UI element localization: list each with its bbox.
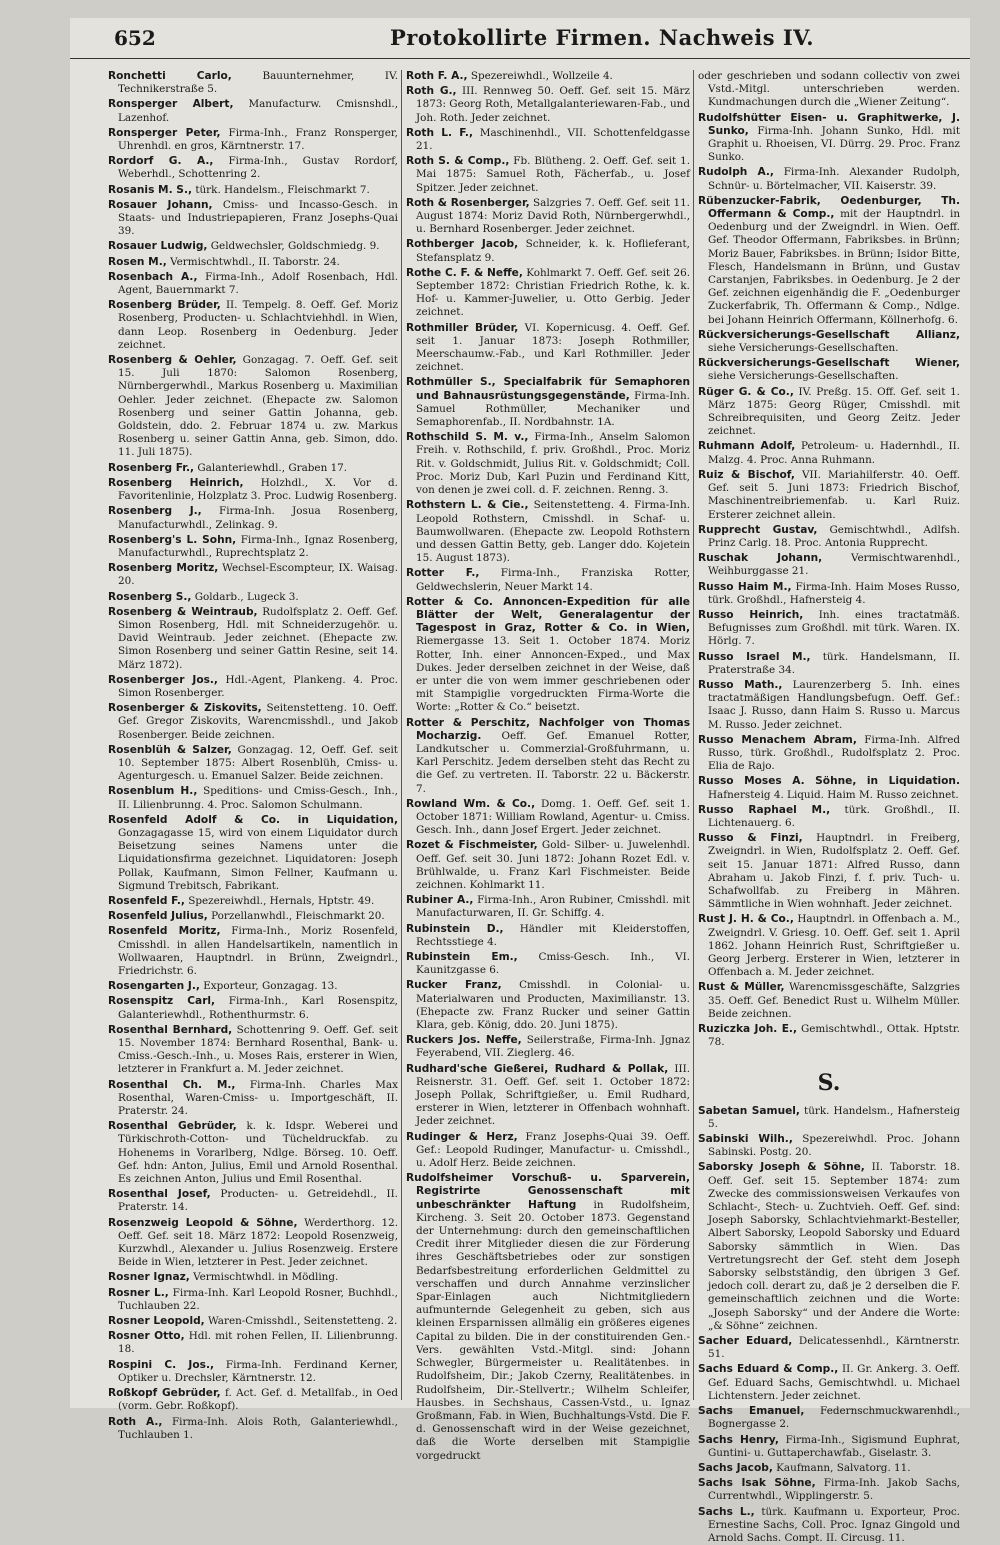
- firm-details: Firma-Inh. Johann Sunko, Hdl. mit Graphit u. Rhoeisen, VI. Dürrg. 29. Proc. Franz Sunko.: [708, 124, 960, 164]
- directory-entry: [406, 1131, 690, 1171]
- firm-name: Ruziczka Joh. E.,: [698, 1023, 797, 1036]
- firm-details: IV. Preßg. 15. Off. Gef. seit 1. März 1875: Georg Rüger, Cmisshdl. mit Schreibrequisiten, und Georg Zeitz. Jeder zeichnet.: [708, 385, 960, 438]
- column-divider: [693, 70, 694, 1400]
- firm-details: Exporteur, Gonzagag. 13.: [203, 980, 338, 993]
- directory-entry: [108, 70, 398, 96]
- firm-name: Rubinstein D.,: [406, 922, 504, 935]
- directory-entry: [406, 267, 690, 320]
- directory-entry: [406, 894, 690, 920]
- firm-name: Rosenthal Bernhard,: [108, 1023, 233, 1036]
- column-divider: [401, 70, 402, 1400]
- firm-details: Spezereiwhdl., Wollzeile 4.: [470, 70, 613, 82]
- firm-details: Firma-Inh. Josua Rosenberg, Manufacturwhdl., Zelinkag. 9.: [118, 505, 398, 531]
- directory-entry: [108, 184, 398, 197]
- directory-entry: [698, 440, 960, 466]
- firm-details: Firma-Inh. Charles Max Rosenthal, Waren-Cmiss- u. Importgeschäft, II. Praterstr. 24.: [118, 1078, 398, 1118]
- firm-details: Vermischtwhdl., II. Taborstr. 24.: [170, 255, 340, 268]
- firm-name: Rosenberger Jos.,: [108, 673, 218, 686]
- directory-entry: [108, 785, 398, 811]
- firm-details: Geldwechsler, Goldschmiedg. 9.: [210, 240, 380, 253]
- firm-name: Roth F. A.,: [406, 70, 468, 82]
- directory-entry: [698, 195, 960, 327]
- firm-details: Hauptndrl. in Offenbach a. M., Zweigndrl. V. Griesg. 10. Oeff. Gef. seit 1. April 1862. Johann Heinrich Rust, Schriftgießer u. Georg Jerberg. Ersterer in Wien, letzterer in Offenbach a. M. Jeder zeichnet.: [708, 913, 960, 979]
- firm-details: Kaufmann, Salvatorg. 11.: [776, 1461, 911, 1474]
- firm-name: Rosner Ignaz,: [108, 1271, 190, 1284]
- directory-entry: [108, 1120, 398, 1186]
- directory-entry: [108, 895, 398, 908]
- directory-entry: [698, 1462, 960, 1475]
- firm-details: Firma-Inh. Alfred Russo, türk. Großhdl., Rudolfsplatz 2. Proc. Elia de Rajo.: [708, 733, 960, 773]
- firm-details: Firma-Inh. Alexander Rudolph, Schnür- u. Börtelmacher, VII. Kaiserstr. 39.: [708, 166, 960, 192]
- firm-details: Firma-Inh., Franziska Rotter, Geldwechslerin, Neuer Markt 14.: [416, 567, 691, 593]
- firm-details: Seitenstetteng. 10. Oeff. Gef. Gregor Ziskovits, Warencmisshdl., und Jakob Rosenberger. Beide zeichnen.: [118, 702, 398, 741]
- directory-entry: [406, 923, 690, 949]
- firm-name: Saborsky Joseph & Söhne,: [698, 1161, 865, 1174]
- directory-entry: [698, 357, 960, 383]
- firm-name: Sachs Henry,: [698, 1433, 779, 1446]
- directory-entry: [108, 925, 398, 978]
- firm-name: Rosenfeld Julius,: [108, 910, 208, 923]
- firm-details: Delicatessenhdl., Kärntnerstr. 51.: [708, 1335, 960, 1361]
- firm-name: Ruschak Johann,: [698, 552, 823, 565]
- firm-details: II. Tempelg. 8. Oeff. Gef. Moriz Rosenberg, Producten- u. Schlachtviehhdl. in Wien, dann Leop. Rosenberg in Oedenburg. Jeder zeichnet.: [118, 299, 398, 351]
- directory-entry: [108, 1079, 398, 1119]
- directory-entry: [698, 386, 960, 439]
- firm-details: Firma-Inh., Ignaz Rosenberg, Manufacturwhdl., Ruprechtsplatz 2.: [118, 533, 398, 559]
- directory-entry: [698, 70, 960, 110]
- firm-details: Spezereiwhdl. Proc. Johann Sabinski. Postg. 20.: [708, 1133, 960, 1159]
- firm-name: Sacher Eduard,: [698, 1335, 793, 1348]
- firm-details: Warencmissgeschäfte, Salzgries 35. Oeff. Gef. Benedict Rust u. Wilhelm Müller. Beide zeichnen.: [708, 981, 960, 1020]
- firm-name: Sachs L.,: [698, 1505, 755, 1518]
- firm-name: Rosenbach A.,: [108, 270, 198, 283]
- firm-name: Ruhmann Adolf,: [698, 440, 796, 453]
- directory-entry: [698, 1363, 960, 1403]
- firm-details: Firma-Inh. Karl Leopold Rosner, Buchhdl., Tuchlauben 22.: [118, 1286, 398, 1312]
- directory-entry: [108, 127, 398, 153]
- directory-entry: [108, 995, 398, 1021]
- directory-page: [70, 18, 970, 1544]
- directory-entry: [108, 980, 398, 993]
- firm-details: Goldarb., Lugeck 3.: [194, 590, 299, 603]
- directory-entry: [698, 1105, 960, 1131]
- directory-entry: [108, 1287, 398, 1313]
- firm-name: Rosenberg Moritz,: [108, 562, 219, 575]
- firm-name: Rosenberg Brüder,: [108, 299, 221, 312]
- directory-entry: [698, 1405, 960, 1431]
- firm-name: Rothmüller S., Specialfabrik für Semaphoren und Bahnausrüstungsgegenstände,: [406, 376, 690, 402]
- directory-entry: [698, 1023, 960, 1049]
- directory-entry: [406, 717, 690, 796]
- directory-entry: [698, 609, 960, 649]
- firm-details: siehe Versicherungs-Gesellschaften.: [708, 370, 899, 383]
- page-number: 652: [114, 26, 156, 50]
- directory-entry: [108, 744, 398, 784]
- firm-details: Gemischtwhdl., Ottak. Hptstr. 78.: [708, 1023, 960, 1049]
- firm-name: Rosner Otto,: [108, 1330, 185, 1343]
- directory-entry: [108, 354, 398, 460]
- directory-entry: [108, 1387, 398, 1413]
- firm-name: Sachs Eduard & Comp.,: [698, 1363, 839, 1376]
- directory-entry: [108, 462, 398, 475]
- directory-entry: [108, 1315, 398, 1328]
- firm-details: Porzellanwhdl., Fleischmarkt 20.: [211, 910, 385, 923]
- firm-name: Rosenspitz Carl,: [108, 995, 216, 1008]
- firm-details: Schneider, k. k. Hoflieferant, Stefansplatz 9.: [416, 238, 690, 264]
- firm-details: siehe Versicherungs-Gesellschaften.: [708, 342, 899, 355]
- firm-details: k. k. Idspr. Weberei und Türkischroth-Cotton- und Tücheldruckfab. zu Hohenems in Vorarlberg, Ndlge. Börseg. 10. Oeff. Gef. hdn: Anton, Julius, Emil und Arnold Rosenthal. Es zeichnen Anton, Julius und Emil Rosenthal.: [118, 1120, 398, 1186]
- firm-name: Rotter F.,: [406, 567, 480, 580]
- directory-entry: [108, 1271, 398, 1284]
- directory-entry: [108, 98, 398, 124]
- firm-name: Rudinger & Herz,: [406, 1130, 518, 1143]
- firm-name: Russo Raphael M.,: [698, 803, 831, 816]
- firm-name: Russo Haim M.,: [698, 580, 792, 593]
- directory-entry: [406, 596, 690, 715]
- firm-details: oder geschrieben und sodann collectiv von zwei Vstd.-Mitgl. unterschrieben werden. Kundmachungen durch die „Wiener Zeitung“.: [698, 70, 960, 109]
- firm-name: Rudolph A.,: [698, 166, 774, 179]
- firm-name: Rotter & Co. Annoncen-Expedition für alle Blätter der Welt, Generalagentur der Tagespost in Graz, Rotter & Co. in Wien,: [406, 595, 690, 635]
- firm-name: Ronsperger Albert,: [108, 98, 234, 111]
- directory-entry: [108, 1330, 398, 1356]
- directory-entry: [406, 798, 690, 838]
- firm-name: Roßkopf Gebrüder,: [108, 1387, 221, 1400]
- firm-details: Oeff. Gef. Emanuel Rotter, Landkutscher u. Commerzial-Großfuhrmann, u. Karl Perschitz. Jedem derselben steht das Recht zu die Gef. zu vertreten. II. Taborstr. 22 u. Bäckerstr. 7.: [416, 729, 690, 795]
- directory-entry: [698, 804, 960, 830]
- firm-details: Firma-Inh. Jakob Sachs, Currentwhdl., Wipplingerstr. 5.: [708, 1477, 960, 1503]
- firm-details: Gemischtwhdl., Adlfsh. Prinz Carlg. 18. Proc. Antonia Rupprecht.: [708, 523, 960, 549]
- firm-details: Seilerstraße, Firma-Inh. Jgnaz Feyerabend, VII. Zieglerg. 46.: [416, 1034, 690, 1060]
- directory-entry: [698, 524, 960, 550]
- firm-name: Rothschild S. M. v.,: [406, 431, 529, 444]
- section-letter: S.: [817, 1070, 841, 1097]
- firm-details: Firma-Inh., Gustav Rordorf, Weberhdl., Schottenring 2.: [118, 155, 398, 181]
- firm-details: Vermischtwhdl. in Mödling.: [193, 1271, 339, 1284]
- firm-name: Roth & Rosenberger,: [406, 196, 530, 209]
- directory-entry: [108, 1359, 398, 1385]
- firm-details: Spezereiwhdl., Hernals, Hptstr. 49.: [188, 894, 375, 907]
- firm-name: Rübenzucker-Fabrik, Oedenburger, Th. Offermann & Comp.,: [698, 194, 960, 221]
- directory-entry: [698, 913, 960, 979]
- firm-name: Rosenthal Ch. M.,: [108, 1078, 236, 1091]
- firm-name: Rozet & Fischmeister,: [406, 839, 538, 852]
- firm-name: Rust & Müller,: [698, 981, 785, 994]
- firm-details: Firma-Inh., Karl Rosenspitz, Galanteriewhdl., Rothenthurmstr. 6.: [118, 995, 398, 1021]
- firm-details: VI. Kopernicusg. 4. Oeff. Gef. seit 1. Januar 1873: Joseph Rothmiller, Meerschaumw.-Fab., und Karl Rothmiller. Jeder zeichnet.: [416, 321, 690, 374]
- directory-entry: [406, 322, 690, 375]
- firm-details: Fb. Blütheng. 2. Oeff. Gef. seit 1. Mai 1875: Samuel Roth, Fächerfab., u. Josef Spitzer. Jeder zeichnet.: [416, 155, 690, 194]
- firm-details: türk. Großhdl., II. Lichtenauerg. 6.: [708, 803, 960, 829]
- firm-name: Roth A.,: [108, 1415, 163, 1428]
- firm-details: Firma-Inh. Samuel Rothmüller, Mechaniker und Semaphorenfab., II. Nordbahnstr. 1A.: [416, 389, 690, 429]
- directory-entry: [108, 199, 398, 239]
- directory-entry: [698, 581, 960, 607]
- directory-entry: [108, 702, 398, 742]
- directory-entry: [406, 567, 690, 593]
- firm-name: Rordorf G. A.,: [108, 155, 214, 168]
- firm-name: Rosauer Johann,: [108, 198, 213, 211]
- firm-details: Inh. eines tractatmäß. Befugnisses zum Großhdl. mit türk. Waren. IX. Hörlg. 7.: [708, 608, 960, 648]
- firm-details: Seitenstetteng. 4. Firma-Inh. Leopold Rothstern, Cmisshdl. in Schaf- u. Baumwollwaren. (Ehepacte zw. Leopold Rothstern und dessen Gattin Betty, geb. Langer ddo. Kojetein 15. August 1873).: [416, 499, 690, 565]
- firm-name: Rupprecht Gustav,: [698, 523, 818, 536]
- firm-details: Hdl.-Agent, Plankeng. 4. Proc. Simon Rosenberger.: [118, 673, 398, 699]
- firm-details: III. Reisnerstr. 31. Oeff. Gef. seit 1. October 1872: Joseph Pollak, Schriftgießer, u. Emil Rudhard, ersterer in Wien, letzterer in Offenbach wohnhaft. Jeder zeichnet.: [416, 1062, 690, 1128]
- directory-entry: [698, 1161, 960, 1333]
- firm-name: Rotter & Perschitz, Nachfolger von Thomas Mocharzig.: [406, 716, 690, 742]
- firm-name: Rosenblüh & Salzer,: [108, 743, 232, 756]
- directory-entry: [698, 1133, 960, 1159]
- firm-name: Ruiz & Bischof,: [698, 468, 795, 481]
- firm-details: Producten- u. Getreidehdl., II. Praterstr. 14.: [118, 1188, 398, 1214]
- directory-entry: [698, 552, 960, 578]
- directory-entry: [108, 1188, 398, 1214]
- directory-entry: [698, 775, 960, 801]
- firm-name: Rosenfeld Adolf & Co. in Liquidation,: [108, 813, 398, 826]
- firm-name: Rowland Wm. & Co.,: [406, 797, 536, 810]
- firm-name: Rothmiller Brüder,: [406, 321, 519, 334]
- firm-details: Laurenzerberg 5. Inh. eines tractatmäßigen Handlungsbefugn. Oeff. Gef.: Isaac J. Russo, dann Haim S. Russo u. Marcus M. Russo. Jeder zeichnet.: [708, 678, 960, 731]
- firm-name: Rüger G. & Co.,: [698, 385, 794, 398]
- firm-details: Gonzagagasse 15, wird von einem Liquidator durch Beisetzung seines Namens unter die Liquidationsfirma gezeichnet. Liquidatoren: Joseph Pollak, Kaufmann, Simon Fellner, Kaufmann u. Sigmund Trebitsch, Fabrikant.: [118, 826, 398, 892]
- firm-details: Manufacturw. Cmisnshdl., Lazenhof.: [118, 98, 398, 124]
- firm-name: Roth S. & Comp.,: [406, 155, 510, 168]
- right-column-s-entries: [698, 1105, 960, 1545]
- firm-details: Riemergasse 13. Seit 1. October 1874. Moriz Rotter, Inh. einer Annoncen-Exped., und Max Dukes. Jeder derselben zeichnet in der Weise, daß er unter die von wem immer geschriebenen oder mit Stampiglie vorgedruckten Firma-Worte die Worte: „Rotter & Co.“ beisetzt.: [416, 635, 690, 714]
- directory-entry: [108, 562, 398, 588]
- firm-details: Schottenring 9. Oeff. Gef. seit 15. November 1874: Bernhard Rosenthal, Bank- u. Cmiss.-Gesch.-Inh., u. Moses Rais, ersterer in Wien, letzterer in Frankfurt a. M. Jeder zeichnet.: [118, 1023, 398, 1076]
- firm-details: Hdl. mit rohen Fellen, II. Lilienbrunng. 18.: [118, 1330, 398, 1356]
- firm-name: Russo Heinrich,: [698, 608, 804, 621]
- firm-details: Hauptndrl. in Freiberg, Zweigndrl. in Wien, Rudolfsplatz 2. Oeff. Gef. seit 15. Januar 1871: Alfred Russo, dann Abraham u. Jakob Finzi, f. f. priv. Tuch- u. Schafwollfab. zu Freiberg in Mähren. Sämmtliche in Wien wohnhaft. Jeder zeichnet.: [708, 832, 960, 911]
- firm-name: Russo Moses A. Söhne, in Liquidation.: [698, 775, 960, 788]
- firm-name: Russo Israel M.,: [698, 650, 811, 663]
- directory-entry: [108, 674, 398, 700]
- firm-name: Rubinstein Em.,: [406, 951, 518, 963]
- firm-name: Sachs Emanuel,: [698, 1405, 805, 1418]
- firm-details: Gonzagag. 7. Oeff. Gef. seit 15. Juli 1870: Salomon Rosenberg, Nürnbergerwhdl., Markus Rosenberg u. Maximilian Oehler. Jeder zeichnet. (Ehepacte zw. Salomon Rosenberg und seiner Gattin Johanna, geb. Goldstein, ddo. 2. Februar 1874 u. zw. Markus Rosenberg u. seiner Gattin Anna, geb. Simon, ddo. 11. Juli 1875).: [118, 354, 398, 459]
- directory-entry: [698, 166, 960, 192]
- directory-entry: [406, 1063, 690, 1129]
- right-column-r-entries: [698, 70, 960, 1049]
- firm-name: Rosenblum H.,: [108, 785, 198, 798]
- firm-name: Rosner Leopold,: [108, 1315, 205, 1328]
- firm-name: Roth L. F.,: [406, 126, 473, 139]
- firm-name: Rospini C. Jos.,: [108, 1358, 214, 1371]
- firm-details: Galanteriewhdl., Graben 17.: [197, 461, 348, 474]
- firm-details: türk. Kaufmann u. Exporteur, Proc. Ernestine Sachs, Coll. Proc. Ignaz Gingold und Arnold Sachs. Compt. II. Circusg. 11.: [708, 1505, 960, 1544]
- firm-details: Firma-Inh. Alois Roth, Galanteriewhdl., Tuchlauben 1.: [118, 1415, 398, 1441]
- firm-details: Waren-Cmisshdl., Seitenstetteng. 2.: [208, 1315, 398, 1328]
- firm-details: Werderthorg. 12. Oeff. Gef. seit 18. März 1872: Leopold Rosenzweig, Kurzwhdl., Alexander u. Julius Rosenzweig. Erstere Beide in Wien, letzterer in Pest. Jeder zeichnet.: [118, 1216, 398, 1269]
- firm-details: Vermischtwarenhdl., Weihburggasse 21.: [708, 552, 960, 578]
- directory-entry: [108, 814, 398, 893]
- firm-name: Rucker Franz,: [406, 979, 502, 992]
- directory-entry: [108, 606, 398, 672]
- firm-name: Rosanis M. S.,: [108, 183, 192, 196]
- firm-details: türk. Handelsm., Hafnersteig 5.: [708, 1104, 960, 1130]
- directory-entry: [698, 651, 960, 677]
- directory-entry: [406, 238, 690, 264]
- directory-entry: [108, 299, 398, 352]
- firm-details: Domg. 1. Oeff. Gef. seit 1. October 1871: William Rowland, Agentur- u. Cmiss. Gesch. Inh., dann Josef Ergert. Jeder zeichnet.: [416, 797, 690, 837]
- firm-details: III. Rennweg 50. Oeff. Gef. seit 15. März 1873: Georg Roth, Metallgalanteriewaren-Fab., und Joh. Roth. Jeder zeichnet.: [416, 85, 690, 124]
- directory-entry: [406, 1172, 690, 1462]
- directory-entry: [108, 1217, 398, 1270]
- firm-details: Wechsel-Escompteur, IX. Waisag. 20.: [118, 562, 398, 588]
- firm-name: Rust J. H. & Co.,: [698, 913, 794, 926]
- firm-name: Rosner L.,: [108, 1286, 169, 1299]
- firm-name: Rosenfeld Moritz,: [108, 925, 221, 938]
- firm-name: Rosenthal Josef,: [108, 1188, 211, 1201]
- directory-entry: [108, 477, 398, 503]
- firm-details: Holzhdl., X. Vor d. Favoritenlinie, Holzplatz 3. Proc. Ludwig Rosenberg.: [118, 476, 398, 503]
- firm-details: Bauunternehmer, IV. Technikerstraße 5.: [118, 70, 398, 96]
- firm-details: Petroleum- u. Hadernhdl., II. Malzg. 4. Proc. Anna Ruhmann.: [708, 440, 960, 466]
- firm-name: Rosenberg S.,: [108, 590, 192, 603]
- firm-name: Rosenfeld F.,: [108, 894, 185, 907]
- firm-name: Russo & Finzi,: [698, 832, 803, 845]
- firm-details: VII. Mariahilferstr. 40. Oeff. Gef. seit 5. Juni 1873: Friedrich Bischof, Maschinentreibriemenfab. u. Karl Ruiz. Ersterer zeichnet allein.: [708, 468, 960, 521]
- firm-name: Rosenberger & Ziskovits,: [108, 702, 262, 715]
- directory-entry: [698, 1434, 960, 1460]
- directory-entry: [698, 469, 960, 522]
- firm-name: Rothberger Jacob,: [406, 238, 519, 251]
- firm-details: Gold- Silber- u. Juwelenhdl. Oeff. Gef. seit 30. Juni 1872: Johann Rozet Edl. v. Brühlwalde, u. Franz Karl Fischmeister. Beide zeichnen. Kohlmarkt 11.: [416, 839, 690, 891]
- firm-details: Gonzagag. 12, Oeff. Gef. seit 10. September 1875: Albert Rosenblüh, Cmiss- u. Agenturgesch. u. Emanuel Salzer. Beide zeichnen.: [118, 743, 398, 783]
- firm-details: in Rudolfsheim, Kircheng. 3. Seit 20. October 1873. Gegenstand der Unternehmung: durch den gemeinschaftlichen Credit ihrer Mitglieder diesen die zur Förderung ihres Geschäftsbetriebes oder zur sonstigen Bedarfsbestreitung erforderlichen Geldmittel zu verschaffen und durch Annahme verzinslicher Spar-Einlagen auch Nichtmitgliedern aufmunternde Gelegenheit zu geben, sich aus kleinen Ersparnissen allmälig ein größeres eigenes Capital zu bilden. Die in der constituirenden Gen.-Vers. gewählten Vstd.-Mitgl. sind: Johann Schwegler, Bürgermeister u. Realitätenbes. in Rudolfsheim, Dir.; Jakob Czerny, Realitätenbes. in Rudolfsheim, Dir.-Stellvertr.; Wilhelm Schleifer, Hausbes. in Sechshaus, Cassen-Vstd., u. Ignaz Großmann, Fab. in Wien, Buchhaltungs-Vstd. Die F. d. Genossenschaft wird in der Weise gezeichnet, daß die Worte derselben mit Stampiglie vorgedruckt: [416, 1198, 690, 1462]
- firm-name: Rosenberg J.,: [108, 505, 202, 518]
- left-column: [108, 70, 398, 1441]
- firm-details: Hafnersteig 4. Liquid. Haim M. Russo zeichnet.: [708, 788, 959, 801]
- firm-details: Speditions- und Cmiss-Gesch., Inh., II. Lilienbrunng. 4. Proc. Salomon Schulmann.: [118, 785, 398, 811]
- firm-details: Maschinenhdl., VII. Schottenfeldgasse 21.: [416, 126, 690, 153]
- firm-details: Firma-Inh., Anselm Salomon Freih. v. Rothschild, f. priv. Großhdl., Proc. Moriz Rit. v. Goldschmidt, Julius Rit. v. Goldschmidt; Coll. Proc. Moriz Dub, Karl Puzin und Ferdinand Kitt, von denen je zwei coll. d. F. zeichnen. Renng. 3.: [416, 431, 690, 497]
- firm-name: Ronchetti Carlo,: [108, 70, 232, 82]
- firm-details: Franz Josephs-Quai 39. Oeff. Gef.: Leopold Rudinger, Manufactur- u. Cmisshdl., u. Adolf Herz. Beide zeichnen.: [416, 1130, 690, 1170]
- directory-entry: [108, 591, 398, 604]
- directory-entry: [108, 256, 398, 269]
- firm-details: mit der Hauptndrl. in Oedenburg und der Zweigndrl. in Wien. Oeff. Gef. Theodor Offermann, Fabriksbes. in Brünn; Moriz Bauer, Fabriksbes. in Brünn; Isidor Bitte, Flesch, Handelsmann in Brünn, und Gustav Carstanjen, Fabriksbes. in Oedenburg. Je 2 der Gef. zeichnen eigenhändig die F. „Oedenburger Zuckerfabrik, Th. Offermann & Comp., Ndlge. bei Johann Heinrich Offermann, Köllnerhofg. 6.: [708, 208, 961, 326]
- directory-entry: [698, 329, 960, 355]
- firm-name: Sabetan Samuel,: [698, 1104, 800, 1117]
- directory-entry: [108, 1416, 398, 1442]
- firm-details: II. Gr. Ankerg. 3. Oeff. Gef. Eduard Sachs, Gemischtwhdl. u. Michael Lichtenstern. Jeder zeichnet.: [708, 1363, 961, 1402]
- directory-entry: [108, 910, 398, 923]
- directory-entry: [108, 1024, 398, 1077]
- firm-name: Rosenberg Fr.,: [108, 461, 195, 474]
- firm-name: Rosenthal Gebrüder,: [108, 1120, 237, 1133]
- firm-details: Firma-Inh., Franz Ronsperger, Uhrenhdl. en gros, Kärntnerstr. 17.: [118, 126, 398, 153]
- firm-name: Rosauer Ludwig,: [108, 240, 208, 253]
- firm-details: Salzgries 7. Oeff. Gef. seit 11. August 1874: Moriz David Roth, Nürnbergerwhdl., u. Bernhard Rosenberger. Jeder zeichnet.: [416, 196, 690, 236]
- firm-name: Ruckers Jos. Neffe,: [406, 1034, 522, 1047]
- directory-entry: [406, 85, 690, 125]
- firm-name: Rothe C. F. & Neffe,: [406, 266, 523, 279]
- firm-name: Ronsperger Peter,: [108, 126, 221, 139]
- directory-entry: [406, 155, 690, 195]
- firm-name: Russo Menachem Abram,: [698, 733, 857, 746]
- firm-details: Cmiss-Gesch. Inh., VI. Kaunitzgasse 6.: [416, 951, 690, 977]
- firm-details: Firma-Inh., Sigismund Euphrat, Guntini- u. Guttaperchawfab., Giselastr. 3.: [708, 1433, 960, 1459]
- firm-name: Rubiner A.,: [406, 894, 474, 907]
- directory-entry: [406, 979, 690, 1032]
- directory-entry: [698, 112, 960, 165]
- directory-entry: [108, 271, 398, 297]
- firm-name: Rudolfshütter Eisen- u. Graphitwerke, J. Sunko,: [698, 111, 960, 137]
- firm-name: Rudolfsheimer Vorschuß- u. Sparverein, Registrirte Genossenschaft mit unbeschränkter Haftung: [406, 1172, 690, 1211]
- firm-name: Sabinski Wilh.,: [698, 1133, 793, 1146]
- firm-name: Roth G.,: [406, 85, 457, 98]
- firm-name: Sachs Jacob,: [698, 1461, 773, 1474]
- page-header: [70, 18, 970, 59]
- firm-details: türk. Handelsmann, II. Praterstraße 34.: [708, 650, 960, 676]
- middle-column: [406, 70, 691, 1462]
- directory-entry: [698, 679, 960, 732]
- firm-details: Firma-Inh. Haim Moses Russo, türk. Großhdl., Hafnersteig 4.: [708, 580, 960, 606]
- firm-name: Russo Math.,: [698, 678, 783, 691]
- firm-details: türk. Handelsm., Fleischmarkt 7.: [195, 183, 370, 196]
- firm-details: Federnschmuckwarenhdl., Bognergasse 2.: [708, 1405, 960, 1431]
- firm-name: Rosen M.,: [108, 255, 167, 268]
- directory-entry: [108, 240, 398, 253]
- directory-entry: [406, 1034, 690, 1060]
- firm-details: Cmiss- und Incasso-Gesch. in Staats- und Industriepapieren, Franz Josephs-Quai 39.: [118, 198, 398, 238]
- firm-name: Rosenberg's L. Sohn,: [108, 533, 237, 546]
- firm-details: II. Taborstr. 18. Oeff. Gef. seit 15. September 1874: zum Zwecke des commissionsweisen Verkaufes von Schlacht-, Stech- u. Zuchtvieh. Oeff. Gef. sind: Joseph Saborsky, Schlachtviehmarkt-Besteller, Albert Saborsky, Leopold Saborsky und Eduard Saborsky sämmtlich in Wien. Das Vertretungsrecht der Gef. steht dem Joseph Saborsky selbstständig, den übrigen 3 Gef. jedoch coll. derart zu, daß je 2 derselben die F. gemeinschaftlich zeichnen und die Worte: „Joseph Saborsky“ und der Andere die Worte: „& Söhne“ zeichnen.: [708, 1161, 960, 1332]
- firm-name: Rosenberg & Weintraub,: [108, 605, 258, 618]
- directory-entry: [406, 70, 690, 83]
- firm-details: Kohlmarkt 7. Oeff. Gef. seit 26. September 1872: Christian Friedrich Rothe, k. k. Hof- u. Kammer-Juwelier, u. Otto Gerbig. Jeder zeichnet.: [416, 266, 690, 319]
- firm-details: f. Act. Gef. d. Metallfab., in Oed (vorm. Gebr. Roßkopf).: [118, 1387, 398, 1413]
- firm-details: Cmisshdl. in Colonial- u. Materialwaren und Producten, Maximilianstr. 13. (Ehepacte zw. Franz Rucker und seiner Gattin Klara, geb. König, ddo. 20. Juni 1875).: [416, 979, 690, 1032]
- directory-entry: [406, 839, 690, 892]
- directory-entry: [406, 499, 690, 565]
- directory-entry: [698, 1477, 960, 1503]
- directory-entry: [108, 534, 398, 560]
- firm-name: Rosenzweig Leopold & Söhne,: [108, 1216, 298, 1229]
- firm-details: Händler mit Kleiderstoffen, Rechtsstiege 4.: [416, 922, 690, 948]
- directory-entry: [698, 1506, 960, 1545]
- directory-entry: [698, 981, 960, 1021]
- firm-name: Rudhard'sche Gießerei, Rudhard & Pollak,: [406, 1062, 669, 1075]
- firm-name: Rosengarten J.,: [108, 980, 200, 993]
- directory-entry: [108, 505, 398, 531]
- firm-details: Rudolfsplatz 2. Oeff. Gef. Simon Rosenberg, Hdl. mit Schneiderzugehör. u. David Weintraub. Jeder zeichnet. (Ehepacte zw. Simon Rosenberg und seiner Gattin Resine, seit 14. März 1872).: [118, 605, 398, 671]
- running-title: Protokollirte Firmen. Nachweis IV.: [390, 25, 815, 50]
- directory-entry: [406, 197, 690, 237]
- directory-entry: [698, 832, 960, 911]
- directory-entry: [406, 951, 690, 977]
- firm-name: Rosenberg & Oehler,: [108, 354, 237, 367]
- directory-entry: [406, 431, 690, 497]
- firm-details: Firma-Inh., Aron Rubiner, Cmisshdl. mit Manufacturwaren, II. Gr. Schiffg. 4.: [416, 894, 690, 920]
- directory-entry: [698, 734, 960, 774]
- firm-name: Rückversicherungs-Gesellschaft Wiener,: [698, 357, 960, 370]
- directory-entry: [108, 155, 398, 181]
- directory-entry: [406, 127, 690, 153]
- firm-name: Rothstern L. & Cie.,: [406, 499, 529, 512]
- firm-details: Firma-Inh., Moriz Rosenfeld, Cmisshdl. in allen Handelsartikeln, namentlich in Wollwaaren, Hauptndrl. in Brünn, Zweigndrl., Friedrichstr. 6.: [118, 925, 398, 977]
- firm-details: Firma-Inh., Adolf Rosenbach, Hdl. Agent, Bauernmarkt 7.: [118, 270, 398, 297]
- firm-name: Sachs Isak Söhne,: [698, 1477, 816, 1490]
- directory-entry: [698, 1335, 960, 1361]
- firm-name: Rückversicherungs-Gesellschaft Allianz,: [698, 328, 960, 341]
- directory-entry: [406, 376, 690, 429]
- firm-name: Rosenberg Heinrich,: [108, 476, 244, 489]
- right-column: [698, 70, 961, 1544]
- firm-details: Firma-Inh. Ferdinand Kerner, Optiker u. Drechsler, Kärntnerstr. 12.: [118, 1358, 398, 1384]
